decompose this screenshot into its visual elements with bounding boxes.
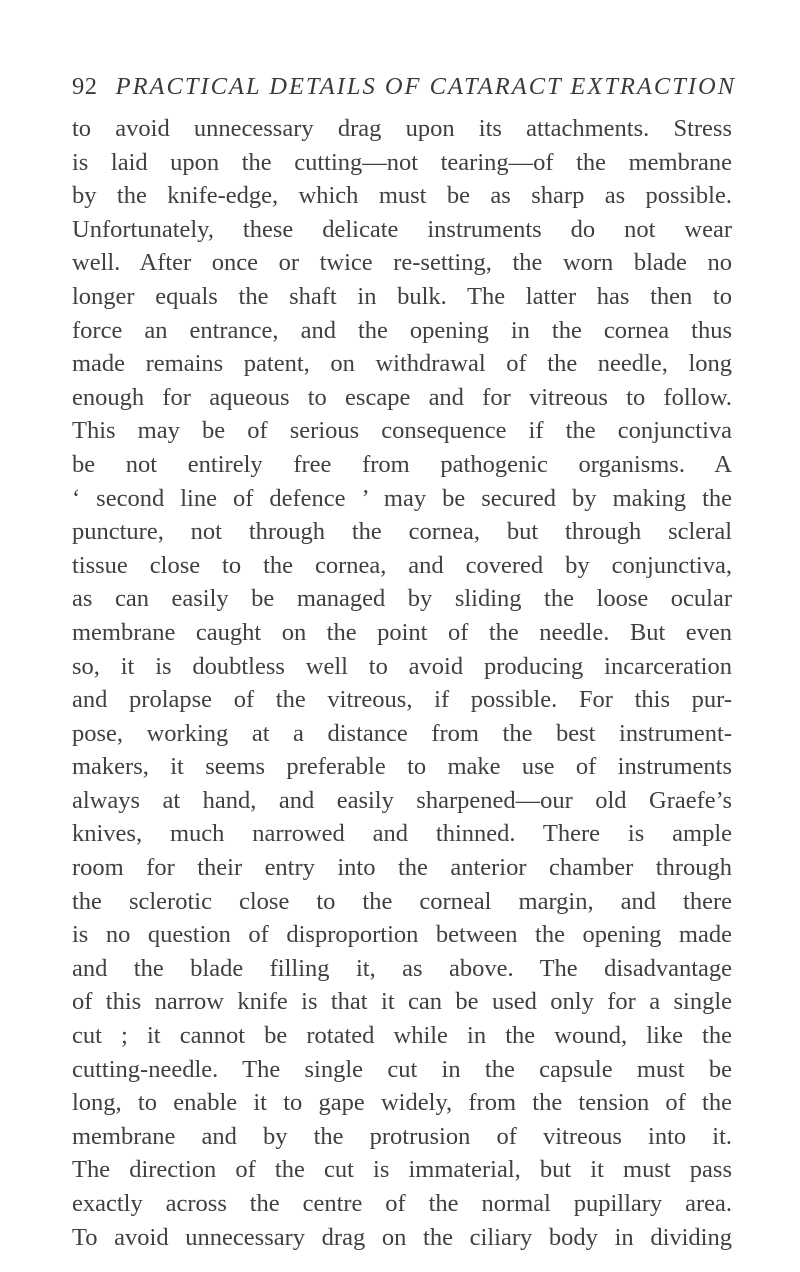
text-line: puncture, not through the cornea, but through scleral: [72, 518, 732, 546]
text-line: so, it is doubtless well to avoid producing incarceration: [72, 652, 732, 680]
text-line: long, to enable it to gape widely, from the tension of the: [72, 1089, 732, 1117]
text-line: as can easily be managed by sliding the loose ocular: [72, 585, 732, 613]
text-line: exactly across the centre of the normal pupillary area.: [72, 1190, 732, 1217]
body-text: [72, 112, 732, 1254]
text-line: Unfortunately, these delicate instruments do not wear: [72, 215, 732, 243]
text-line: longer equals the shaft in bulk. The latter has then to: [72, 282, 732, 310]
text-line: and the blade filling it, as above. The disadvantage: [72, 954, 732, 982]
text-line: cut ; it cannot be rotated while in the wound, like the: [72, 1022, 732, 1050]
running-head: [72, 70, 737, 104]
text-line: of this narrow knife is that it can be used only for a single: [72, 988, 732, 1016]
text-line: membrane caught on the point of the needle. But even: [72, 618, 732, 646]
text-line: force an entrance, and the opening in the cornea thus: [72, 316, 732, 344]
text-line: room for their entry into the anterior chamber through: [72, 854, 732, 882]
text-line: the sclerotic close to the corneal margin, and there: [72, 887, 732, 915]
text-line: The direction of the cut is immaterial, but it must pass: [72, 1156, 732, 1184]
text-line: made remains patent, on withdrawal of the needle, long: [72, 350, 732, 378]
text-line: tissue close to the cornea, and covered by conjunctiva,: [72, 551, 732, 579]
page-number: 92: [72, 73, 98, 100]
text-line: and prolapse of the vitreous, if possible. For this pur-: [72, 686, 732, 714]
text-line: always at hand, and easily sharpened—our old Graefe’s: [72, 786, 732, 814]
running-title: PRACTICAL DETAILS OF CATARACT EXTRACTION: [115, 73, 737, 100]
text-line: ‘ second line of defence ’ may be secured by making the: [72, 484, 732, 512]
text-line: pose, working at a distance from the best instrument-: [72, 719, 732, 747]
text-line: is no question of disproportion between the opening made: [72, 921, 732, 949]
text-line: is laid upon the cutting—not tearing—of the membrane: [72, 148, 732, 176]
text-line: enough for aqueous to escape and for vitreous to follow.: [72, 383, 732, 411]
text-line: makers, it seems preferable to make use of instruments: [72, 753, 732, 781]
text-line: to avoid unnecessary drag upon its attachments. Stress: [72, 115, 732, 142]
text-line: knives, much narrowed and thinned. There is ample: [72, 820, 732, 848]
text-line: be not entirely free from pathogenic organisms. A: [72, 450, 732, 478]
text-line: by the knife-edge, which must be as sharp as possible.: [72, 182, 732, 210]
text-line: membrane and by the protrusion of vitreous into it.: [72, 1122, 732, 1150]
text-line: This may be of serious consequence if the conjunctiva: [72, 417, 732, 445]
text-line: To avoid unnecessary drag on the ciliary body in dividing: [72, 1223, 732, 1251]
text-line: well. After once or twice re-setting, the worn blade no: [72, 249, 732, 277]
text-line: cutting-needle. The single cut in the capsule must be: [72, 1055, 732, 1083]
